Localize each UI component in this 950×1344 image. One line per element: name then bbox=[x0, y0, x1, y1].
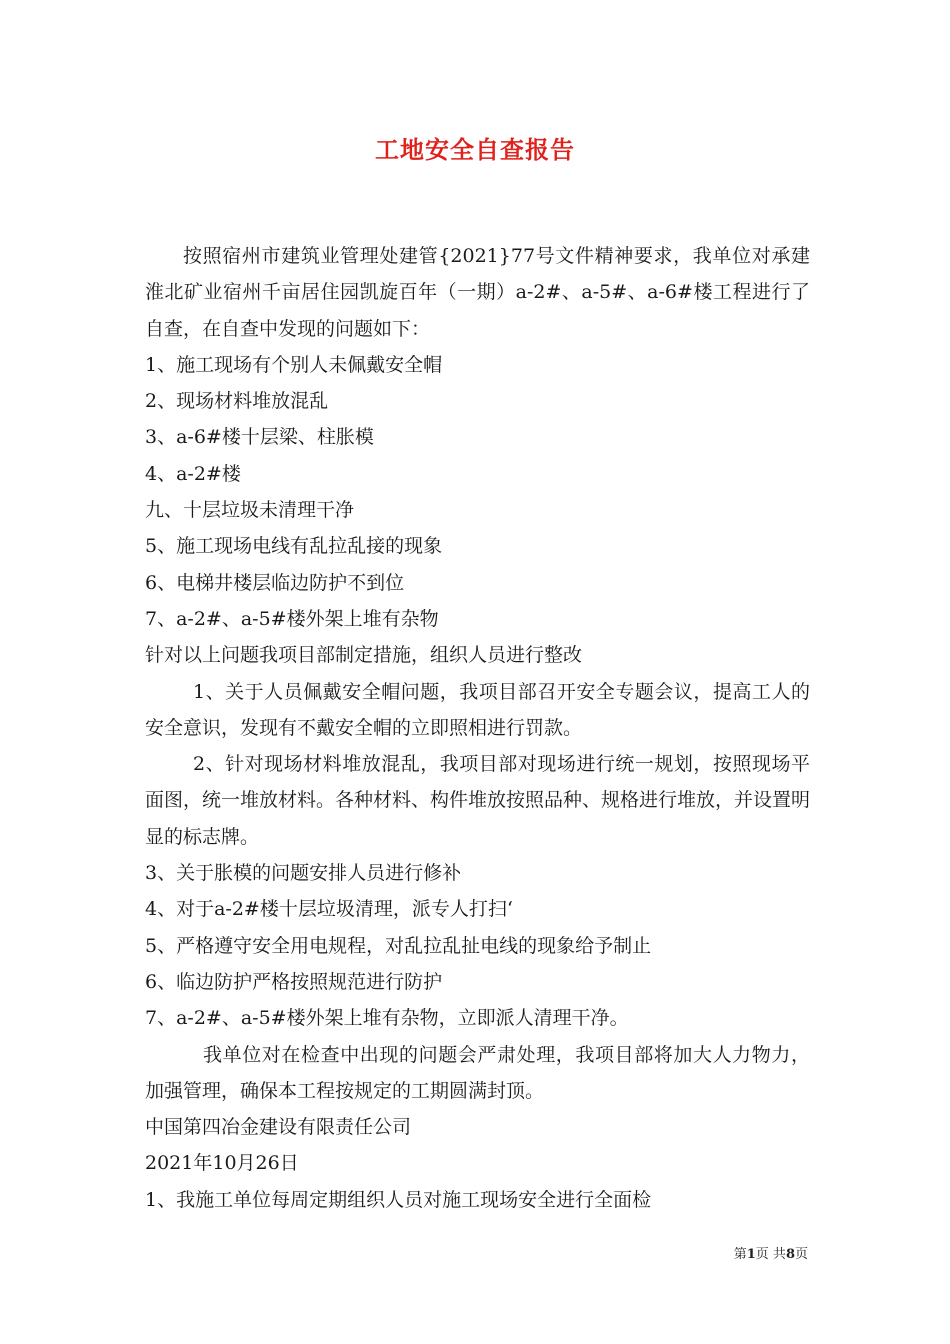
problem-item: 5、施工现场电线有乱拉乱接的现象 bbox=[145, 535, 443, 558]
problem-item: 6、电梯井楼层临边防护不到位 bbox=[145, 571, 405, 594]
document-body bbox=[145, 238, 810, 1218]
measure-item: 4、对于a-2#楼十层垃圾清理，派专人打扫‘ bbox=[145, 898, 513, 921]
footer-current-page: 1 bbox=[746, 1247, 756, 1262]
footer-middle: 页 共 bbox=[755, 1247, 786, 1262]
problem-item: 九、十层垃圾未清理干净 bbox=[145, 499, 355, 522]
trailing-paragraph: 1、我施工单位每周定期组织人员对施工现场安全进行全面检 bbox=[145, 1188, 652, 1211]
measure-item: 2、针对现场材料堆放混乱，我项目部对现场进行统一规划，按照现场平面图，统一堆放材料。各种材料、构件堆放按照品种、规格进行堆放，并设置明显的标志牌。 bbox=[145, 753, 811, 848]
footer-suffix: 页 bbox=[794, 1247, 808, 1262]
measure-item: 3、关于胀模的问题安排人员进行修补 bbox=[145, 862, 462, 885]
company-name: 中国第四冶金建设有限责任公司 bbox=[145, 1116, 412, 1139]
problem-item: 2、现场材料堆放混乱 bbox=[145, 390, 329, 413]
footer-prefix: 第 bbox=[733, 1247, 747, 1262]
footer-total-pages: 8 bbox=[785, 1247, 795, 1262]
measure-item: 7、a-2#、a-5#楼外架上堆有杂物，立即派人清理干净。 bbox=[145, 1007, 629, 1030]
report-date: 2021年10月26日 bbox=[145, 1152, 299, 1175]
measure-item: 1、关于人员佩戴安全帽问题，我项目部召开安全专题会议，提高工人的安全意识，发现有不戴安全帽的立即照相进行罚款。 bbox=[145, 680, 810, 739]
document-title: 工地安全自查报告 bbox=[375, 135, 575, 164]
conclusion-paragraph: 我单位对在检查中出现的问题会严肃处理，我项目部将加大人力物力，加强管理，确保本工程按规定的工期圆满封顶。 bbox=[145, 1043, 810, 1102]
page-footer bbox=[734, 1243, 808, 1262]
problem-item: 1、施工现场有个别人未佩戴安全帽 bbox=[145, 353, 443, 376]
problem-item: 4、a-2#楼 bbox=[145, 462, 241, 485]
problem-item: 3、a-6#楼十层梁、柱胀模 bbox=[145, 426, 374, 449]
measure-item: 6、临边防护严格按照规范进行防护 bbox=[145, 970, 443, 993]
problem-item: 7、a-2#、a-5#楼外架上堆有杂物 bbox=[145, 607, 439, 630]
measures-intro: 针对以上问题我项目部制定措施，组织人员进行整改 bbox=[145, 644, 583, 667]
measure-item: 5、严格遵守安全用电规程，对乱拉乱扯电线的现象给予制止 bbox=[145, 934, 652, 957]
intro-paragraph: 按照宿州市建筑业管理处建管{2021}77号文件精神要求，我单位对承建淮北矿业宿州千亩居住园凯旋百年（一期）a-2#、a-5#、a-6#楼工程进行了自查，在自查中发现的问题如下： bbox=[145, 245, 810, 340]
